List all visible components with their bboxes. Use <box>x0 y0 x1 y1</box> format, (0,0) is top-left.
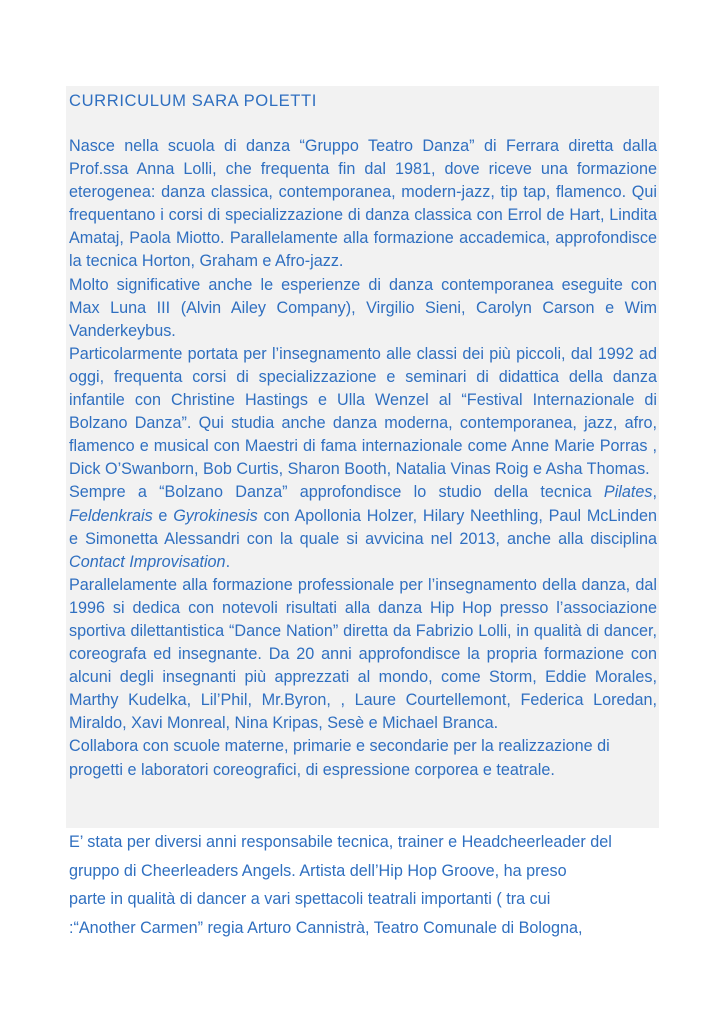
cv-content <box>69 86 657 782</box>
paragraph-bolzano <box>69 481 657 573</box>
text-segment: , <box>652 483 657 502</box>
continuation-line: parte in qualità di dancer a vari spettacoli teatrali importanti ( tra cui <box>69 890 551 908</box>
text-segment: con Apollonia Holzer, Hilary Neethling, Paul McLinden e Simonetta Alessandri con la quale si avvicina nel 2013, anche alla disciplina <box>69 506 658 548</box>
technique-pilates: Pilates <box>603 483 653 502</box>
paragraph-training: Nasce nella scuola di danza “Gruppo Teatro Danza” di Ferrara diretta dalla Prof.ssa Anna Lolli, che frequenta fin dal 1981, dove riceve una formazione eterogenea: danza classica, contemporanea, modern-jazz, tip tap, flamenco. Qui frequentano i corsi di specializzazione di danza classica con Errol de Hart, Lindita Amataj, Paola Miotto. Parallelamente alla formazione accademica, approfondisce la tecnica Horton, Graham e Afro-jazz. <box>69 137 657 271</box>
paragraph-contemporary: Molto significative anche le esperienze di danza contemporanea eseguite con Max Luna III (Alvin Ailey Company), Virgilio Sieni, Carolyn Carson e Wim Vanderkeybus. <box>69 275 657 340</box>
spacer <box>69 112 657 135</box>
text-segment: Sempre a “Bolzano Danza” approfondisce lo studio della tecnica <box>69 483 604 502</box>
technique-contact-improvisation: Contact Improvisation <box>69 552 226 571</box>
text-segment: . <box>225 552 231 571</box>
paragraph-schools: Collabora con scuole materne, primarie e secondarie per la realizzazione di progetti e laboratori coreografici, di espressione corporea e teatrale. <box>69 737 610 779</box>
technique-gyrokinesis: Gyrokinesis <box>173 506 258 525</box>
text-segment: e <box>152 506 174 525</box>
continuation-line: E’ stata per diversi anni responsabile tecnica, trainer e Headcheerleader del <box>69 833 612 851</box>
continuation-line: gruppo di Cheerleaders Angels. Artista dell’Hip Hop Groove, ha preso <box>69 861 567 880</box>
cv-title: CURRICULUM SARA POLETTI <box>69 91 317 110</box>
cv-continuation <box>69 828 657 942</box>
technique-feldenkrais: Feldenkrais <box>69 506 153 525</box>
paragraph-hiphop: Parallelamente alla formazione professionale per l’insegnamento della danza, dal 1996 si dedica con notevoli risultati alla danza Hip Hop presso l’associazione sportiva dilettantistica “Dance Nation” diretta da Fabrizio Lolli, in qualità di dancer, coreografa ed insegnante. Da 20 anni approfondisce la propria formazione con alcuni degli insegnanti più apprezzati al mondo, come Storm, Eddie Morales, Marthy Kudelka, Lil’Phil, Mr.Byron, , Laure Courtellemont, Federica Loredan, Miraldo, Xavi Monreal, Nina Kripas, Sesè e Michael Branca. <box>69 575 657 733</box>
continuation-line: :“Another Carmen” regia Arturo Cannistrà, Teatro Comunale di Bologna, <box>69 918 583 937</box>
paragraph-teaching: Particolarmente portata per l’insegnamento alle classi dei più piccoli, dal 1992 ad oggi, frequenta corsi di specializzazione e seminari di didattica della danza infantile con Christine Hastings e Ulla Wenzel al “Festival Internazionale di Bolzano Danza”. Qui studia anche danza moderna, contemporanea, jazz, afro, flamenco e musical con Maestri di fama internazionale come Anne Marie Porras , Dick O’Swanborn, Bob Curtis, Sharon Booth, Natalia Vinas Roig e Asha Thomas. <box>69 344 657 479</box>
